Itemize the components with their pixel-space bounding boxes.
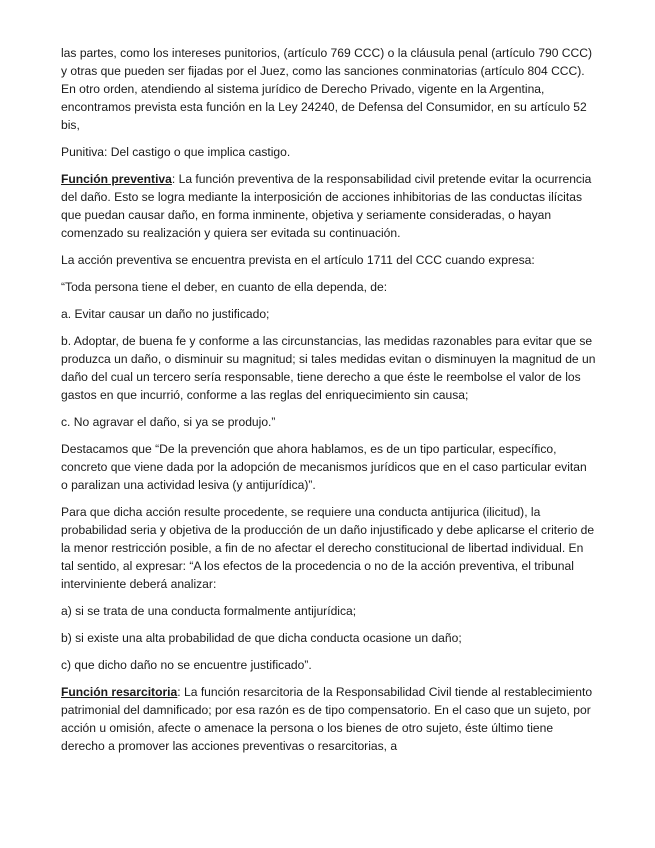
document-body [61,44,596,764]
list-item-c-justification: c) que dicho daño no se encuentre justificado”. [61,658,312,672]
heading-compensatory-function: Función resarcitoria [61,685,178,699]
paragraph-punitive-examples: las partes, como los intereses punitorios, (artículo 769 CCC) o la cláusula penal (artículo 790 CCC) y otras que pueden ser fijadas por el Juez, como las sanciones conminatorias (artículo 804 CCC). En otro orden, atendiendo al sistema jurídico de Derecho Privado, vigente en la Argentina, encontramos prevista esta función en la Ley 24240, de Defensa del Consumidor, en su artículo 52 bis, [61,46,593,132]
list-item-c: c. No agravar el daño, si ya se produjo.” [61,415,276,429]
compensatory-function-text: : La función resarcitoria de la Responsabilidad Civil tiende al restablecimiento patrimonial del damnificado; por esa razón es de tipo compensatorio. En el caso que un sujeto, por acción u omisión, afecte o amenace la persona o los bienes de otro sujeto, éste último tiene derecho a promover las acciones preventivas o resarcitorias, a [61,685,593,753]
paragraph-duty-intro: “Toda persona tiene el deber, en cuanto de ella dependa, de: [61,280,388,294]
list-item-b-probability: b) si existe una alta probabilidad de que dicha conducta ocasione un daño; [61,631,462,645]
list-item-a-conduct: a) si se trata de una conducta formalmente antijurídica; [61,604,357,618]
heading-preventive-function: Función preventiva [61,172,172,186]
paragraph-punitive-definition: Punitiva: Del castigo o que implica castigo. [61,145,291,159]
paragraph-procedure-requirements: Para que dicha acción resulte procedente, se requiere una conducta antijurica (ilicitud), la probabilidad seria y objetiva de la producción de un daño injustificado y debe aplicarse el criterio de la menor restricción posible, a fin de no afectar el derecho constitucional de libertad individual. En tal sentido, al expresar: “A los efectos de la procedencia o no de la acción preventiva, el tribunal interviniente deberá analizar: [61,505,595,591]
paragraph-compensatory-function [61,683,596,755]
preventive-function-text: : La función preventiva de la responsabilidad civil pretende evitar la ocurrencia del daño. Esto se logra mediante la interposición de acciones inhibitorias de las conductas ilícitas que puedan causar daño, en forma inminente, objetiva y seriamente consideradas, o hayan comenzado su realización y quiera ser evitada su continuación. [61,172,592,240]
list-item-b: b. Adoptar, de buena fe y conforme a las circunstancias, las medidas razonables para evitar que se produzca un daño, o disminuir su magnitud; si tales medidas evitan o disminuyen la magnitud de un daño del cual un tercero sería responsable, tiene derecho a que éste le reembolse el valor de los gastos en que incurrió, conforme a las reglas del enriquecimiento sin causa; [61,334,596,402]
paragraph-prevention-quote: Destacamos que “De la prevención que ahora hablamos, es de un tipo particular, específico, concreto que viene dada por la adopción de mecanismos jurídicos que en el caso particular evitan o paralizan una actividad lesiva (y antijurídica)”. [61,442,587,492]
paragraph-preventive-function [61,170,596,242]
paragraph-article-1711-intro: La acción preventiva se encuentra prevista en el artículo 1711 del CCC cuando expresa: [61,253,535,267]
list-item-a: a. Evitar causar un daño no justificado; [61,307,270,321]
